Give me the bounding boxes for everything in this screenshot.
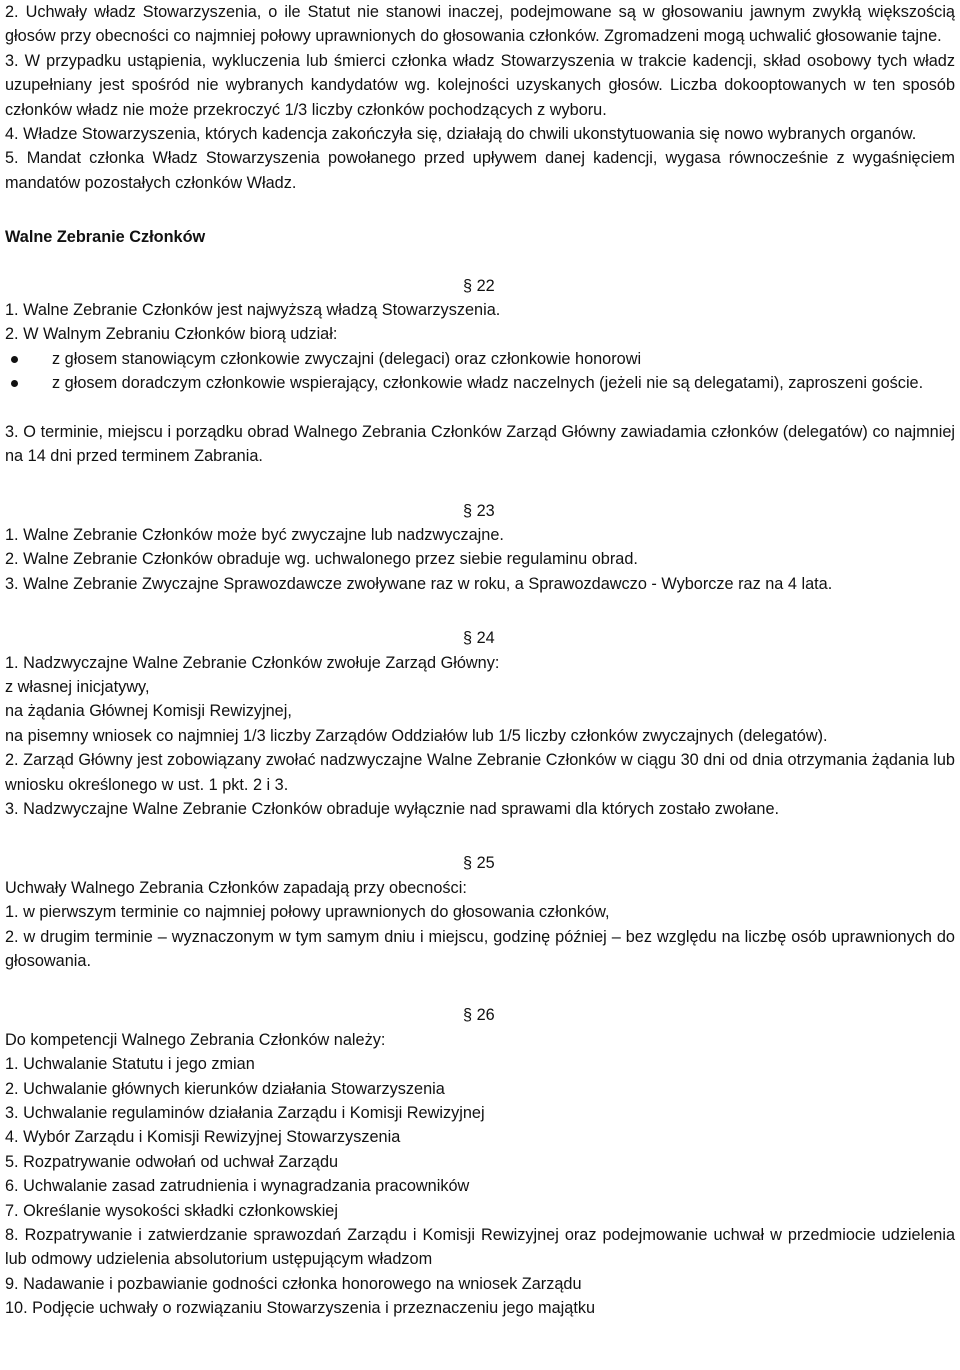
list-item: 10. Podjęcie uchwały o rozwiązaniu Stowarzyszenia i przeznaczeniu jego majątku <box>5 1299 596 1318</box>
s23-item-2: 2. Walne Zebranie Członków obraduje wg. uchwalonego przez siebie regulaminu obrad. <box>5 550 638 569</box>
s22-item-3: 3. O terminie, miejscu i porządku obrad Walnego Zebrania Członków Zarząd Główny zawiadamia członków (delegatów) co najmniej na 14 dni przed terminem Zabrania. <box>5 422 955 466</box>
section-mark-22: § 22 <box>463 276 495 295</box>
s22-item-1: 1. Walne Zebranie Członków jest najwyższą władzą Stowarzyszenia. <box>5 301 501 320</box>
paragraph-4: 4. Władze Stowarzyszenia, których kadencja zakończyła się, działają do chwili ukonstytuowania się nowo wybranych organów. <box>5 125 917 144</box>
section-mark-26: § 26 <box>463 1006 495 1025</box>
section-number: 24 <box>476 629 495 648</box>
s25-item-1: 1. w pierwszym terminie co najmniej połowy uprawnionych do głosowania członków, <box>5 903 610 922</box>
s24-item-2: 2. Zarząd Główny jest zobowiązany zwołać nadzwyczajne Walne Zebranie Członków w ciągu 30 dni od dnia otrzymania żądania lub wniosku określonego w ust. 1 pkt. 2 i 3. <box>5 751 955 794</box>
section-mark-23: § 23 <box>463 501 495 520</box>
bullet-icon <box>11 356 18 363</box>
s22-bullet-list <box>5 347 955 396</box>
paragraph-3: 3. W przypadku ustąpienia, wykluczenia lub śmierci członka władz Stowarzyszenia w trakcie kadencji, skład osobowy tych władz uzupełniany jest spośród nie wybranych kandydatów wg. kolejności uzyskanych głosów. Liczba dokooptowanych w ten sposób członków władz nie może przekroczyć 1/3 liczby członków pochodzących z wyboru. <box>5 51 955 119</box>
s24-line-1: z własnej inicjatywy, <box>5 677 150 696</box>
list-item: 3. Uchwalanie regulaminów działania Zarządu i Komisji Rewizyjnej <box>5 1104 485 1123</box>
list-item: 5. Rozpatrywanie odwołań od uchwał Zarządu <box>5 1152 339 1171</box>
list-item: 2. Uchwalanie głównych kierunków działania Stowarzyszenia <box>5 1079 445 1098</box>
section-number: 26 <box>476 1006 495 1025</box>
paragraph-2: 2. Uchwały władz Stowarzyszenia, o ile Statut nie stanowi inaczej, podejmowane są w głosowaniu jawnym zwykłą większością głosów przy obecności co najmniej połowy uprawnionych do głosowania członków. Zgromadzeni mogą uchwalić głosowanie tajne. <box>5 3 955 46</box>
s25-intro: Uchwały Walnego Zebrania Członków zapadają przy obecności: <box>5 878 467 897</box>
s22-item-2: 2. W Walnym Zebraniu Członków biorą udział: <box>5 325 338 344</box>
s24-line-2: na żądania Głównej Komisji Rewizyjnej, <box>5 702 292 721</box>
section-mark-25: § 25 <box>463 854 495 873</box>
list-item: z głosem stanowiącym członkowie zwyczajni (delegaci) oraz członkowie honorowi <box>5 347 955 371</box>
s23-item-1: 1. Walne Zebranie Członków może być zwyczajne lub nadzwyczajne. <box>5 525 504 544</box>
list-item: 4. Wybór Zarządu i Komisji Rewizyjnej Stowarzyszenia <box>5 1128 401 1147</box>
list-item: 9. Nadawanie i pozbawianie godności członka honorowego na wniosek Zarządu <box>5 1274 582 1293</box>
section-number: 23 <box>476 501 495 520</box>
list-item: 7. Określanie wysokości składki członkowskiej <box>5 1201 338 1220</box>
paragraph-5: 5. Mandat członka Władz Stowarzyszenia powołanego przed upływem danej kadencji, wygasa równocześnie z wygaśnięciem mandatów pozostałych członków Władz. <box>5 149 955 192</box>
s25-item-2: 2. w drugim terminie – wyznaczonym w tym samym dniu i miejscu, godzinę później – bez względu na liczbę osób uprawnionych do głosowania. <box>5 927 955 970</box>
list-item: 6. Uchwalanie zasad zatrudnienia i wynagradzania pracowników <box>5 1177 470 1196</box>
s24-line-3: na pisemny wniosek co najmniej 1/3 liczby Zarządów Oddziałów lub 1/5 liczby członków zwyczajnych (delegatów). <box>5 726 828 745</box>
section-heading: Walne Zebranie Członków <box>5 228 206 247</box>
list-item: 1. Uchwalanie Statutu i jego zmian <box>5 1055 255 1074</box>
bullet-icon <box>11 380 18 387</box>
s24-item-1: 1. Nadzwyczajne Walne Zebranie Członków zwołuje Zarząd Główny: <box>5 653 500 672</box>
section-number: 22 <box>476 276 495 295</box>
s26-intro: Do kompetencji Walnego Zebrania Członków należy: <box>5 1030 386 1049</box>
list-item: z głosem doradczym członkowie wspierający, członkowie władz naczelnych (jeżeli nie są delegatami), zaproszeni goście. <box>5 371 955 395</box>
section-mark-24: § 24 <box>463 629 495 648</box>
s23-item-3: 3. Walne Zebranie Zwyczajne Sprawozdawcze zwoływane raz w roku, a Sprawozdawczo - Wyborcze raz na 4 lata. <box>5 574 833 593</box>
list-item: 8. Rozpatrywanie i zatwierdzanie sprawozdań Zarządu i Komisji Rewizyjnej oraz podejmowanie uchwał w przedmiocie udzielenia lub odmowy udzielenia absolutorium ustępującym władzom <box>5 1226 955 1269</box>
s24-item-3: 3. Nadzwyczajne Walne Zebranie Członków obraduje wyłącznie nad sprawami dla których zostało zwołane. <box>5 799 780 818</box>
section-number: 25 <box>476 854 495 873</box>
